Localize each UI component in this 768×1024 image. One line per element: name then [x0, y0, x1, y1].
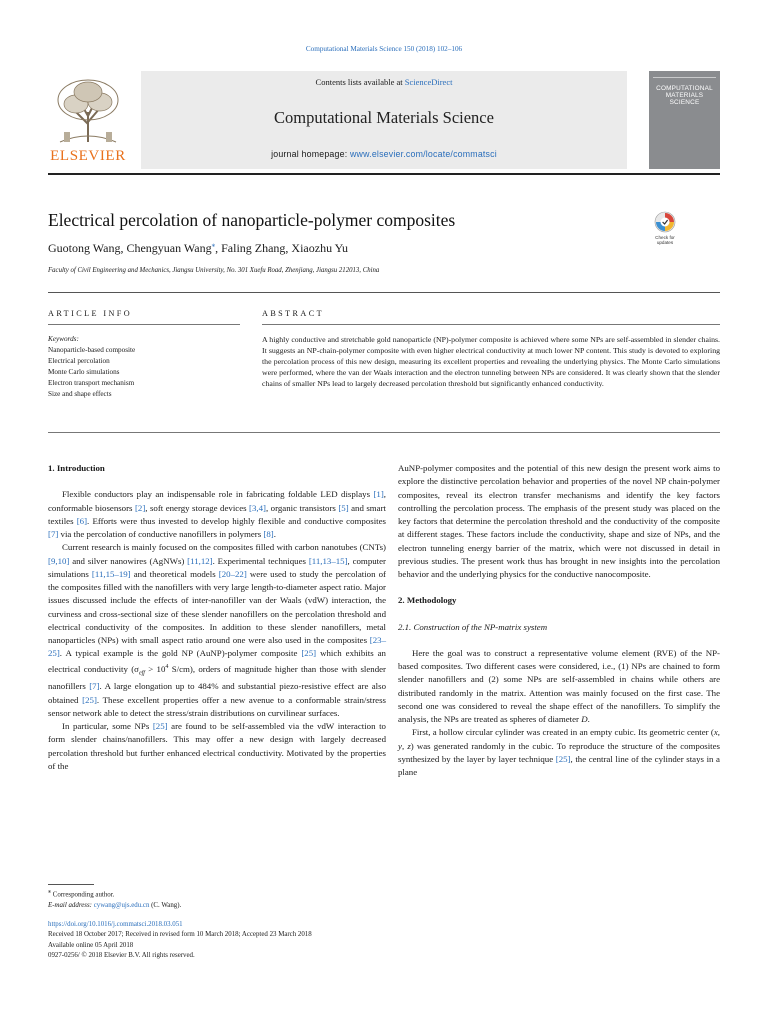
- spacer: [398, 581, 720, 594]
- math-symbol: y: [398, 740, 402, 751]
- cover-title: [649, 85, 720, 107]
- reference-link[interactable]: [6]: [76, 515, 88, 526]
- text-run: . Experimental techniques: [212, 555, 309, 566]
- reference-link[interactable]: [25]: [301, 648, 317, 659]
- math-symbol: z: [407, 740, 411, 751]
- spacer: [398, 634, 720, 647]
- text-run: > 10: [144, 663, 166, 674]
- superscript: 4: [165, 663, 169, 670]
- contents-prefix: Contents lists available at: [315, 77, 405, 87]
- reference-link[interactable]: [7]: [48, 529, 59, 539]
- reference-link[interactable]: [2]: [134, 502, 146, 513]
- email-link[interactable]: cywang@ujs.edu.cn: [93, 901, 150, 909]
- paragraph: AuNP-polymer composites and the potential of this new design the present work aims to explore the distinctive percolation behavior and properties of the novel NP chain-polymer composites, reveal its electron transfer mechanisms and identify the key factors controlling the percolation process. The emphasis of the present study was placed on the key factors that determine the percolation threshold and the conductivity of the composite at different stages. These factors include the conductivity, shape and size of NPs, and the electron tunneling energy barrier of the matrix, which were not discussed in detail in previous studies. The present work thus has brought in new insights into the percolation behavior and the underlying physics for the conductive nanocomposite.: [398, 463, 720, 579]
- article-info-heading: ARTICLE INFO: [48, 309, 133, 318]
- section-rule: [48, 432, 720, 433]
- cover-title-line: MATERIALS: [665, 92, 704, 100]
- abstract-text: A highly conductive and stretchable gold nanoparticle (NP)-polymer composite is achieved where some NPs are self-assembled in slender chains. It suggests an NP-chain-polymer composite with even higher electrical conductivity at much lower NP content. This study is devoted to exploring the percolation process of this new design, measuring its excellent properties and revealing the underlying physics. The Monte Carlo simulations were performed, where the van der Waals interaction and the electron tunneling between NPs are considered. It was clearly shown that the slender chains of smaller NPs lead to largely decreased percolation threshold but significantly enhanced conductivity.: [262, 335, 720, 389]
- keywords-block: [48, 334, 248, 400]
- crossmark-label: [650, 235, 680, 245]
- reference-link[interactable]: [25]: [82, 694, 97, 705]
- reference-link[interactable]: [3,4]: [249, 502, 266, 513]
- reference-link[interactable]: [23–25]: [48, 635, 386, 659]
- authors-part: , Faling Zhang, Xiaozhu Yu: [215, 241, 348, 255]
- reference-link[interactable]: [1]: [373, 489, 384, 500]
- text-run: , computer simulations: [48, 555, 386, 579]
- text-run: which exhibits an electrical conductivity (σ: [48, 648, 386, 674]
- math-symbol: x: [713, 727, 718, 738]
- section-rule: [262, 324, 720, 325]
- section-heading: 1. Introduction: [48, 463, 105, 473]
- section-heading: 2. Methodology: [398, 595, 457, 606]
- section-rule: [48, 292, 720, 293]
- footnote-rule: [48, 884, 94, 885]
- text-run: ,: [717, 727, 720, 738]
- paragraph: [398, 726, 720, 779]
- reference-link[interactable]: [9,10]: [48, 555, 70, 566]
- article-title: Electrical percolation of nanoparticle-polymer composites: [48, 210, 456, 230]
- cover-title-line: SCIENCE: [669, 99, 700, 107]
- text-run: and silver nanowires (AgNWs): [69, 555, 188, 566]
- authors-part: Guotong Wang, Chengyuan Wang: [48, 241, 212, 255]
- cover-stripe: [653, 77, 716, 78]
- text-run: In particular, some NPs: [62, 721, 153, 732]
- reference-link[interactable]: [5]: [338, 502, 349, 513]
- section-rule: [48, 324, 240, 325]
- text-run: , conformable biosensors: [48, 489, 386, 513]
- text-run: ) was generated randomly in the cubic. To reproduce the structure of the composites synthesized by the layer by layer technique: [398, 740, 720, 764]
- text-run: ,: [401, 740, 408, 751]
- keyword-item: Monte Carlo simulations: [48, 368, 120, 376]
- text-run: . Efforts were thus invested to develop highly flexible and conductive composites: [87, 515, 386, 526]
- copyright: 0927-0256/ © 2018 Elsevier B.V. All rights reserved.: [48, 951, 195, 959]
- right-column: [398, 462, 720, 779]
- reference-link[interactable]: [11,12]: [187, 555, 213, 566]
- doi-link[interactable]: https://doi.org/10.1016/j.commatsci.2018.03.051: [48, 921, 183, 928]
- text-run: are found to be self-assembled via the vdW interaction to form slender chains/nanofillers. This may offer a new design with largely decreased percolation threshold but further enhanced electrical conductivity. Motivated by the properties of the: [48, 721, 386, 771]
- received-dates: Received 18 October 2017; Received in revised form 10 March 2018; Accepted 23 March 2018: [48, 931, 312, 939]
- reference-link[interactable]: [25]: [555, 753, 571, 764]
- paragraph: [48, 488, 386, 541]
- text-run: were used to study the percolation of the composites filled with the nanofillers with very large length-to-diameter aspect ratio. Major issues discussed include the effects of inter-nanofiller van der Waals (vdW) interaction, the curviness and cross-sectional size of these slender nanofillers on the percolation threshold and electrical conductivity of the composites. In addition to these slender nanofillers, metal nanoparticles (NPs) with small aspect ratio around one were also used in the composites: [48, 568, 386, 645]
- text-run: First, a hollow circular cylinder was created in an empty cubic. Its geometric center (: [412, 727, 714, 738]
- header-rule: [48, 173, 720, 175]
- affiliation: Faculty of Civil Engineering and Mechanics, Jiangsu University, No. 301 Xuefu Road, Zhenjiang, Jiangsu 212013, China: [48, 267, 380, 274]
- footnote-text: Corresponding author.: [51, 891, 115, 899]
- text-run: Flexible conductors play an indispensable role in fabricating foldable LED displays: [62, 489, 374, 500]
- reference-link[interactable]: [11,15–19]: [91, 568, 131, 579]
- text-run: and smart textiles: [48, 502, 386, 526]
- text-run: Here the goal was to construct a representative volume element (RVE) of the NP-based composites. Two different cases were considered, i.e., (1) NPs are chained to form slender nanofillers and (2) some NPs are self-assembled in chains while others are distributed randomly in the matrix. Attention was mainly focused on the first case. The second one was considered to reveal the shape effect of the nanofillers. To simplify the analysis, the NPs are treated as spheres of diameter: [398, 647, 720, 724]
- available-online: Available online 05 April 2018: [48, 941, 134, 949]
- paragraph: [398, 647, 720, 727]
- text-run: , organic transistors: [266, 502, 339, 513]
- text-run: Current research is mainly focused on the composites filled with carbon nanotubes (CNTs): [62, 542, 386, 553]
- text-run: , the central line of the cylinder stays in a plane: [398, 753, 720, 777]
- keyword-item: Electron transport mechanism: [48, 379, 135, 387]
- keywords-label: Keywords:: [48, 335, 79, 343]
- homepage-link[interactable]: www.elsevier.com/locate/commatsci: [350, 149, 497, 159]
- text-run: .: [273, 529, 276, 539]
- left-column: [48, 462, 386, 773]
- reference-link[interactable]: [25]: [152, 721, 168, 732]
- paragraph: [48, 541, 386, 720]
- crossmark-label-line: Check for: [655, 235, 675, 240]
- journal-name: Computational Materials Science: [274, 108, 494, 127]
- publication-info: [48, 920, 312, 961]
- subscript: eff: [138, 670, 145, 677]
- crossmark-badge[interactable]: [650, 211, 680, 251]
- elsevier-logo[interactable]: [48, 72, 128, 168]
- journal-citation-link[interactable]: Computational Materials Science 150 (2018) 102–106: [305, 45, 463, 53]
- keyword-item: Size and shape effects: [48, 390, 112, 398]
- math-symbol: D: [581, 714, 588, 724]
- text-run: and theoretical models: [130, 568, 219, 579]
- sciencedirect-link[interactable]: ScienceDirect: [404, 77, 453, 87]
- crossmark-label-line: updates: [656, 240, 674, 245]
- abstract-heading: ABSTRACT: [262, 309, 324, 318]
- text-run: .: [587, 714, 590, 724]
- reference-link[interactable]: [7]: [89, 681, 100, 692]
- reference-link[interactable]: [11,13–15]: [308, 555, 348, 566]
- text-run: . A typical example is the gold NP (AuNP)-polymer composite: [59, 648, 302, 659]
- text-run: . A large elongation up to 484% and substantial piezo-resistive effect are also obtained: [48, 681, 387, 705]
- reference-link[interactable]: [8]: [263, 529, 274, 539]
- crossmark-icon: [650, 211, 680, 235]
- footnote: [48, 887, 181, 911]
- footnote-line: [48, 887, 181, 901]
- footnote-line: [48, 901, 181, 912]
- footnote-mark: ⁎: [48, 889, 51, 895]
- spacer: [398, 608, 720, 621]
- subsection-heading: 2.1. Construction of the NP-matrix system: [398, 621, 548, 632]
- spacer: [48, 475, 386, 488]
- text-run: . These excellent properties offer a new avenue to a conformable strain/stress sensor network able to detect the stress/strain distributions on curvilinear surfaces.: [48, 694, 386, 718]
- text-run: S/cm), orders of magnitude higher than those with slender nanofillers: [48, 663, 387, 692]
- journal-homepage: [141, 149, 627, 159]
- email-label: E-mail address:: [48, 901, 94, 909]
- keyword-item: Nanoparticle-based composite: [48, 346, 136, 354]
- cover-title-line: COMPUTATIONAL: [656, 85, 713, 92]
- text-run: , soft energy storage devices: [145, 502, 250, 513]
- text-run: via the percolation of conductive nanofillers in polymers: [58, 529, 264, 539]
- author-list: [48, 241, 348, 256]
- reference-link[interactable]: [20–22]: [218, 568, 247, 579]
- homepage-prefix: journal homepage:: [271, 149, 350, 159]
- keyword-item: Electrical percolation: [48, 357, 110, 365]
- footnote-text: (C. Wang).: [149, 901, 182, 909]
- publisher-wordmark: ELSEVIER: [50, 148, 126, 164]
- corresponding-author-mark[interactable]: ⁎: [211, 241, 216, 249]
- paragraph: [48, 720, 386, 773]
- contents-line: [141, 77, 627, 87]
- journal-cover-thumbnail[interactable]: [649, 71, 720, 169]
